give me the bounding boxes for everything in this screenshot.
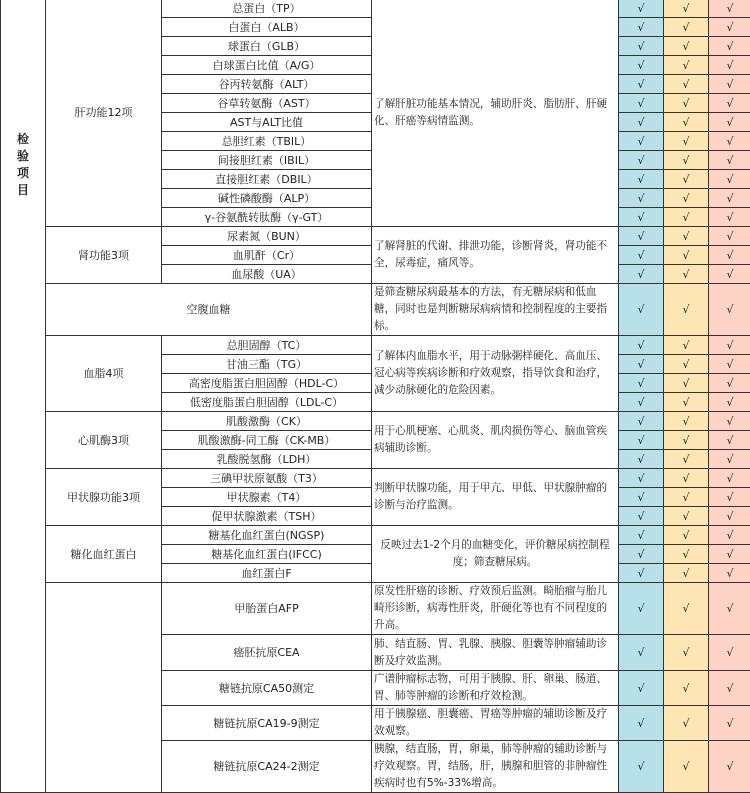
check-cell [664, 526, 709, 545]
check-icon: √ [682, 249, 689, 262]
check-icon: √ [637, 434, 644, 447]
check-cell [619, 227, 664, 246]
check-cell [709, 706, 750, 741]
check-icon: √ [637, 230, 644, 243]
check-icon: √ [726, 303, 733, 316]
check-cell [619, 545, 664, 564]
side-label-text: 检验项目 [16, 131, 30, 199]
test-item-cell: 直接胆红素（DBIL） [162, 170, 372, 189]
check-icon: √ [726, 135, 733, 148]
check-icon: √ [637, 377, 644, 390]
check-cell [619, 246, 664, 265]
check-icon: √ [726, 717, 733, 730]
check-icon: √ [637, 40, 644, 53]
check-cell [664, 545, 709, 564]
check-cell [664, 412, 709, 431]
check-icon: √ [682, 396, 689, 409]
check-icon: √ [726, 434, 733, 447]
check-cell [664, 374, 709, 393]
check-cell [709, 671, 750, 706]
check-cell [619, 635, 664, 671]
check-icon: √ [726, 268, 733, 281]
check-icon: √ [726, 529, 733, 542]
test-item-cell: 三碘甲状原氨酸（T3） [162, 469, 372, 488]
check-cell [709, 507, 750, 526]
test-item-cell: AST与ALT比值 [162, 113, 372, 132]
check-cell [664, 583, 709, 635]
table-row [1, 412, 750, 431]
check-icon: √ [637, 268, 644, 281]
check-icon: √ [682, 230, 689, 243]
check-icon: √ [637, 339, 644, 352]
check-cell [709, 488, 750, 507]
test-item-cell: 球蛋白（GLB） [162, 37, 372, 56]
description-cell: 用于心肌梗塞、心肌炎、肌肉损伤等心、脑血管疾病辅助诊断。 [372, 412, 619, 469]
description-cell: 了解肝脏功能基本情况，辅助肝炎、脂肪肝、肝硬化、肝癌等病情监测。 [372, 0, 619, 227]
check-cell [619, 208, 664, 227]
check-icon: √ [682, 567, 689, 580]
side-label [1, 0, 46, 793]
check-cell [709, 469, 750, 488]
check-cell [709, 265, 750, 284]
check-cell [664, 94, 709, 113]
description-cell: 反映过去1-2个月的血糖变化，评价糖尿病控制程度；筛查糖尿病。 [372, 526, 619, 583]
check-icon: √ [637, 548, 644, 561]
check-icon: √ [726, 59, 733, 72]
table-row [1, 0, 750, 18]
check-icon: √ [682, 21, 689, 34]
check-icon: √ [637, 646, 644, 659]
check-icon: √ [682, 173, 689, 186]
check-icon: √ [637, 59, 644, 72]
check-icon: √ [726, 339, 733, 352]
check-cell [664, 18, 709, 37]
check-icon: √ [682, 415, 689, 428]
check-icon: √ [682, 268, 689, 281]
check-cell [709, 450, 750, 469]
check-icon: √ [682, 760, 689, 773]
check-icon: √ [637, 2, 644, 15]
check-icon: √ [682, 377, 689, 390]
check-icon: √ [637, 21, 644, 34]
check-icon: √ [637, 396, 644, 409]
check-icon: √ [637, 303, 644, 316]
check-cell [619, 132, 664, 151]
check-cell [619, 450, 664, 469]
check-icon: √ [637, 602, 644, 615]
check-icon: √ [637, 173, 644, 186]
check-icon: √ [682, 303, 689, 316]
check-cell [664, 37, 709, 56]
check-icon: √ [682, 602, 689, 615]
test-item-cell: 糖链抗原CA19-9测定 [162, 706, 372, 741]
check-cell [709, 583, 750, 635]
check-icon: √ [682, 682, 689, 695]
check-icon: √ [637, 358, 644, 371]
check-cell [709, 355, 750, 374]
check-cell [619, 412, 664, 431]
check-cell [664, 393, 709, 412]
check-icon: √ [726, 602, 733, 615]
description-cell: 判断甲状腺功能，用于甲亢、甲低、甲状腺肿瘤的诊断与治疗监测。 [372, 469, 619, 526]
check-cell [619, 75, 664, 94]
check-cell [664, 431, 709, 450]
check-cell [619, 706, 664, 741]
check-icon: √ [726, 230, 733, 243]
test-item-cell: 糖基化血红蛋白(NGSP) [162, 526, 372, 545]
check-cell [664, 208, 709, 227]
check-icon: √ [682, 116, 689, 129]
check-cell [664, 151, 709, 170]
check-cell [709, 393, 750, 412]
check-icon: √ [726, 40, 733, 53]
check-icon: √ [637, 211, 644, 224]
check-icon: √ [682, 453, 689, 466]
test-item-cell: 碱性磷酸酶（ALP） [162, 189, 372, 208]
check-cell [619, 151, 664, 170]
category-cell: 空腹血糖 [46, 284, 372, 336]
check-icon: √ [726, 211, 733, 224]
check-cell [664, 450, 709, 469]
check-icon: √ [682, 646, 689, 659]
test-item-cell: 甲状腺素（T4） [162, 488, 372, 507]
check-cell [709, 132, 750, 151]
category-cell: 甲状腺功能3项 [46, 469, 162, 526]
check-icon: √ [682, 529, 689, 542]
check-icon: √ [682, 211, 689, 224]
test-item-cell: 甘油三酯（TG） [162, 355, 372, 374]
check-icon: √ [726, 358, 733, 371]
check-cell [619, 374, 664, 393]
check-cell [709, 284, 750, 336]
category-cell: 血脂4项 [46, 336, 162, 412]
check-icon: √ [637, 154, 644, 167]
check-cell [619, 37, 664, 56]
check-cell [619, 393, 664, 412]
check-cell [709, 246, 750, 265]
check-cell [664, 488, 709, 507]
check-cell [619, 189, 664, 208]
table-row [1, 227, 750, 246]
check-icon: √ [637, 682, 644, 695]
description-cell: 了解肾脏的代谢、排泄功能，诊断肾炎，肾功能不全，尿毒症，痛风等。 [372, 227, 619, 284]
description-cell: 胰腺，结直肠，胃，卵巢，肺等肿瘤的辅助诊断与疗效观察。胃，结肠，肝，胰腺和胆管的非肿瘤性疾病时也有5%-33%增高。 [372, 741, 619, 793]
test-item-cell: 糖链抗原CA50测定 [162, 671, 372, 706]
check-cell [664, 355, 709, 374]
check-cell [664, 507, 709, 526]
check-cell [709, 0, 750, 18]
check-cell [664, 246, 709, 265]
check-icon: √ [726, 760, 733, 773]
check-cell [664, 635, 709, 671]
test-item-cell: 低密度脂蛋白胆固醇（LDL-C） [162, 393, 372, 412]
check-icon: √ [637, 415, 644, 428]
check-icon: √ [726, 78, 733, 91]
test-item-cell: γ-谷氨酰转肽酶（γ-GT） [162, 208, 372, 227]
check-icon: √ [682, 434, 689, 447]
check-icon: √ [637, 135, 644, 148]
test-item-cell: 血尿酸（UA） [162, 265, 372, 284]
check-icon: √ [726, 21, 733, 34]
check-cell [709, 208, 750, 227]
test-item-cell: 高密度脂蛋白胆固醇（HDL-C） [162, 374, 372, 393]
check-cell [709, 113, 750, 132]
check-cell [664, 56, 709, 75]
check-cell [664, 189, 709, 208]
test-item-cell: 总胆红素（TBIL） [162, 132, 372, 151]
check-cell [664, 132, 709, 151]
test-item-cell: 癌胚抗原CEA [162, 635, 372, 671]
check-cell [709, 75, 750, 94]
check-cell [709, 564, 750, 583]
check-cell [619, 265, 664, 284]
check-icon: √ [726, 396, 733, 409]
check-cell [664, 564, 709, 583]
check-cell [664, 336, 709, 355]
check-cell [619, 284, 664, 336]
check-icon: √ [637, 717, 644, 730]
test-item-cell: 血肌酐（Cr） [162, 246, 372, 265]
check-icon: √ [726, 377, 733, 390]
check-icon: √ [637, 760, 644, 773]
test-item-cell: 总蛋白（TP） [162, 0, 372, 18]
test-item-cell: 肌酸激酶-同工酶（CK-MB） [162, 431, 372, 450]
test-item-cell: 谷草转氨酶（AST） [162, 94, 372, 113]
check-icon: √ [682, 358, 689, 371]
check-cell [619, 113, 664, 132]
test-item-cell: 促甲状腺激素（TSH） [162, 507, 372, 526]
test-item-cell: 肌酸激酶（CK） [162, 412, 372, 431]
test-item-cell: 总胆固醇（TC） [162, 336, 372, 355]
check-icon: √ [726, 116, 733, 129]
check-cell [664, 0, 709, 18]
check-cell [709, 189, 750, 208]
check-icon: √ [637, 472, 644, 485]
check-cell [709, 18, 750, 37]
check-icon: √ [637, 491, 644, 504]
check-cell [619, 741, 664, 793]
description-cell: 是筛查糖尿病最基本的方法，有无糖尿病和低血糖，同时也是判断糖尿病病情和控制程度的主要指标。 [372, 284, 619, 336]
check-cell [709, 431, 750, 450]
check-icon: √ [726, 2, 733, 15]
check-icon: √ [726, 192, 733, 205]
category-cell [46, 583, 162, 793]
check-cell [619, 431, 664, 450]
check-icon: √ [726, 415, 733, 428]
check-icon: √ [682, 339, 689, 352]
table-row [1, 526, 750, 545]
check-icon: √ [726, 249, 733, 262]
check-cell [619, 170, 664, 189]
check-cell [709, 37, 750, 56]
check-icon: √ [637, 116, 644, 129]
check-icon: √ [682, 97, 689, 110]
test-item-cell: 谷丙转氨酶（ALT） [162, 75, 372, 94]
check-icon: √ [637, 529, 644, 542]
test-item-cell: 白球蛋白比值（A/G） [162, 56, 372, 75]
check-cell [664, 706, 709, 741]
check-cell [619, 56, 664, 75]
check-cell [664, 75, 709, 94]
check-icon: √ [682, 78, 689, 91]
check-cell [619, 0, 664, 18]
check-cell [709, 170, 750, 189]
table-row [1, 469, 750, 488]
test-item-cell: 糖基化血红蛋白(IFCC) [162, 545, 372, 564]
check-cell [664, 170, 709, 189]
test-item-cell: 间接胆红素（IBIL） [162, 151, 372, 170]
check-icon: √ [726, 646, 733, 659]
check-icon: √ [637, 97, 644, 110]
check-cell [709, 545, 750, 564]
check-icon: √ [682, 59, 689, 72]
category-cell: 心肌酶3项 [46, 412, 162, 469]
check-icon: √ [682, 548, 689, 561]
table-row [1, 583, 750, 635]
check-icon: √ [637, 567, 644, 580]
check-icon: √ [637, 78, 644, 91]
check-cell [709, 336, 750, 355]
category-cell: 肾功能3项 [46, 227, 162, 284]
check-cell [619, 507, 664, 526]
check-cell [664, 671, 709, 706]
check-cell [709, 227, 750, 246]
check-icon: √ [726, 472, 733, 485]
check-cell [709, 56, 750, 75]
category-cell: 糖化血红蛋白 [46, 526, 162, 583]
check-cell [709, 412, 750, 431]
check-cell [664, 227, 709, 246]
check-cell [709, 741, 750, 793]
description-cell: 肺、结直肠、胃、乳腺、胰腺、胆囊等肿瘤辅助诊断及疗效监测。 [372, 635, 619, 671]
check-cell [619, 336, 664, 355]
check-icon: √ [726, 682, 733, 695]
check-cell [709, 374, 750, 393]
check-cell [619, 469, 664, 488]
check-icon: √ [726, 453, 733, 466]
check-icon: √ [726, 510, 733, 523]
check-icon: √ [637, 192, 644, 205]
check-icon: √ [726, 154, 733, 167]
check-icon: √ [637, 453, 644, 466]
check-icon: √ [637, 510, 644, 523]
check-icon: √ [726, 548, 733, 561]
test-item-cell: 白蛋白（ALB） [162, 18, 372, 37]
check-cell [664, 741, 709, 793]
check-cell [619, 583, 664, 635]
check-cell [709, 635, 750, 671]
category-cell: 肝功能12项 [46, 0, 162, 227]
check-icon: √ [726, 491, 733, 504]
check-cell [709, 526, 750, 545]
check-icon: √ [682, 40, 689, 53]
check-icon: √ [682, 510, 689, 523]
test-item-cell: 血红蛋白F [162, 564, 372, 583]
check-icon: √ [726, 97, 733, 110]
check-icon: √ [637, 249, 644, 262]
table-row [1, 284, 750, 336]
description-cell: 用于胰腺癌、胆囊癌、胃癌等肿瘤的辅助诊断及疗效观察。 [372, 706, 619, 741]
test-item-cell: 糖链抗原CA24-2测定 [162, 741, 372, 793]
check-cell [664, 284, 709, 336]
check-cell [619, 94, 664, 113]
check-cell [664, 265, 709, 284]
check-cell [619, 18, 664, 37]
check-icon: √ [682, 2, 689, 15]
check-cell [709, 151, 750, 170]
check-icon: √ [682, 135, 689, 148]
check-cell [619, 488, 664, 507]
check-cell [664, 469, 709, 488]
check-cell [619, 355, 664, 374]
check-icon: √ [682, 717, 689, 730]
check-icon: √ [682, 154, 689, 167]
test-item-cell: 尿素氮（BUN） [162, 227, 372, 246]
check-cell [619, 671, 664, 706]
check-cell [619, 564, 664, 583]
check-icon: √ [682, 472, 689, 485]
check-icon: √ [682, 192, 689, 205]
test-item-cell: 乳酸脱氢酶（LDH） [162, 450, 372, 469]
check-cell [709, 94, 750, 113]
description-cell: 原发性肝癌的诊断、疗效预后监测。畸胎瘤与胎儿畸形诊断，病毒性肝炎，肝硬化等也有不同程度的升高。 [372, 583, 619, 635]
check-icon: √ [726, 567, 733, 580]
description-cell: 了解体内血脂水平，用于动脉粥样硬化、高血压、冠心病等疾病诊断和疗效观察，指导饮食和治疗，减少动脉硬化的危险因素。 [372, 336, 619, 412]
test-item-cell: 甲胎蛋白AFP [162, 583, 372, 635]
table-row [1, 336, 750, 355]
check-icon: √ [682, 491, 689, 504]
description-cell: 广谱肿瘤标志物，可用于胰腺、肝、卵巢、肠道、胃、肺等肿瘤的诊断和疗效检测。 [372, 671, 619, 706]
check-cell [664, 113, 709, 132]
check-icon: √ [726, 173, 733, 186]
check-cell [619, 526, 664, 545]
